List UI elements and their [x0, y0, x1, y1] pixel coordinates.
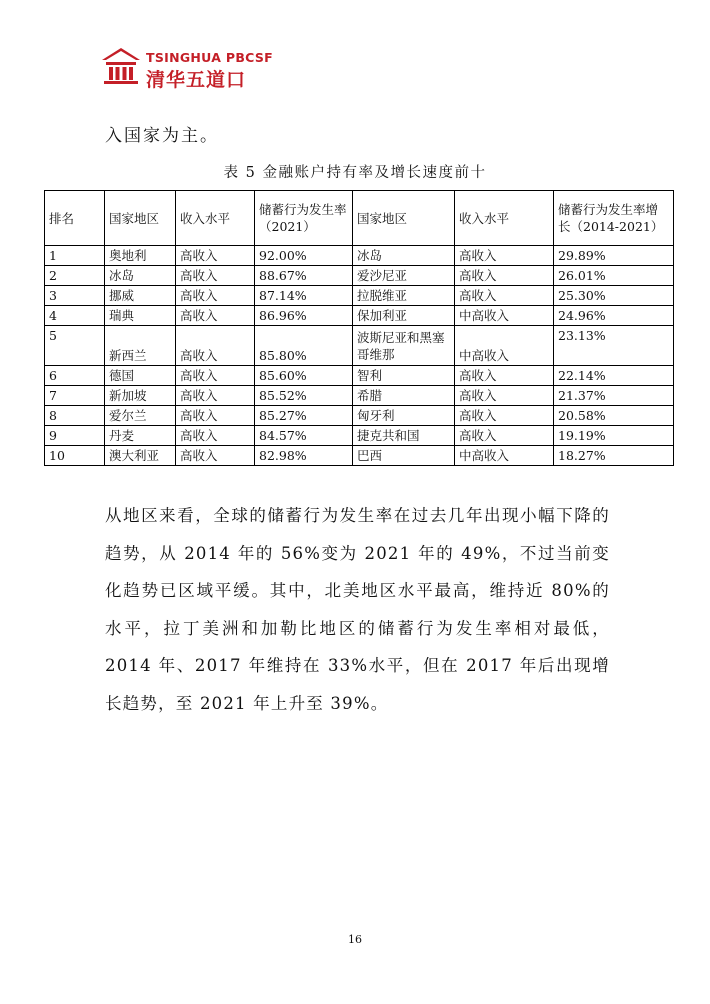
- cell-country-2: 拉脱维亚: [353, 286, 455, 306]
- cell-country: 澳大利亚: [105, 446, 176, 466]
- cell-growth: 21.37%: [554, 386, 674, 406]
- cell-rate: 85.60%: [255, 366, 353, 386]
- cell-rate: 84.57%: [255, 426, 353, 446]
- table-row: [45, 326, 674, 366]
- tsinghua-pbcsf-logo-icon: [100, 46, 142, 86]
- cell-rank: 7: [45, 386, 105, 406]
- cell-income-2: 中高收入: [455, 306, 554, 326]
- table-row: [45, 366, 674, 386]
- cell-income: 高收入: [176, 266, 255, 286]
- table-row: [45, 266, 674, 286]
- cell-growth: 26.01%: [554, 266, 674, 286]
- table-header-row: [45, 191, 674, 246]
- cell-country: 丹麦: [105, 426, 176, 446]
- cell-rank: 4: [45, 306, 105, 326]
- cell-country: 德国: [105, 366, 176, 386]
- cell-income-2: 高收入: [455, 426, 554, 446]
- table-row: [45, 386, 674, 406]
- header-rank: 排名: [45, 191, 105, 246]
- savings-rate-table: [44, 190, 674, 466]
- cell-country-2: 巴西: [353, 446, 455, 466]
- cell-income: 高收入: [176, 246, 255, 266]
- cell-income: 高收入: [176, 306, 255, 326]
- cell-rank: 3: [45, 286, 105, 306]
- cell-income-2: 高收入: [455, 386, 554, 406]
- body-paragraph: 从地区来看，全球的储蓄行为发生率在过去几年出现小幅下降的趋势，从 2014 年的 56%变为 2021 年的 49%，不过当前变化趋势已区域平缓。其中，北美地区水平最高，维持近 80%的水平，拉丁美洲和加勒比地区的储蓄行为发生率相对最低，2014 年、2017 年维持在 33%水平，但在 2017 年后出现增长趋势，至 2021 年上升至 39%。: [105, 506, 610, 713]
- cell-income: 高收入: [176, 286, 255, 306]
- cell-income-2: 中高收入: [455, 446, 554, 466]
- logo-english-text: TSINGHUA PBCSF: [146, 50, 273, 65]
- cell-rate: 86.96%: [255, 306, 353, 326]
- cell-country: 冰岛: [105, 266, 176, 286]
- cell-income-2: 高收入: [455, 286, 554, 306]
- table-row: [45, 246, 674, 266]
- cell-rate: 87.14%: [255, 286, 353, 306]
- cell-country-2: 智利: [353, 366, 455, 386]
- cell-growth: 19.19%: [554, 426, 674, 446]
- cell-country: 新加坡: [105, 386, 176, 406]
- page-header: [100, 46, 320, 90]
- cell-growth: 29.89%: [554, 246, 674, 266]
- cell-rate: 82.98%: [255, 446, 353, 466]
- cell-country-2: 匈牙利: [353, 406, 455, 426]
- cell-country: 挪威: [105, 286, 176, 306]
- cell-country: 瑞典: [105, 306, 176, 326]
- table-row: [45, 286, 674, 306]
- table-row: [45, 446, 674, 466]
- cell-income-2: 高收入: [455, 246, 554, 266]
- cell-income: 高收入: [176, 406, 255, 426]
- cell-country-2: 冰岛: [353, 246, 455, 266]
- cell-income: 高收入: [176, 446, 255, 466]
- cell-country-2: 爱沙尼亚: [353, 266, 455, 286]
- cell-income: 高收入: [176, 326, 255, 366]
- cell-country: 奥地利: [105, 246, 176, 266]
- intro-text: 入国家为主。: [105, 126, 219, 146]
- cell-country-2: 波斯尼亚和黑塞哥维那: [353, 326, 455, 366]
- cell-income: 高收入: [176, 366, 255, 386]
- table-row: [45, 406, 674, 426]
- cell-rank: 2: [45, 266, 105, 286]
- cell-rate: 85.27%: [255, 406, 353, 426]
- cell-country-2: 希腊: [353, 386, 455, 406]
- cell-income-2: 高收入: [455, 266, 554, 286]
- cell-growth: 18.27%: [554, 446, 674, 466]
- header-income: 收入水平: [176, 191, 255, 246]
- header-income-2: 收入水平: [455, 191, 554, 246]
- cell-country-2: 保加利亚: [353, 306, 455, 326]
- cell-growth: 22.14%: [554, 366, 674, 386]
- page-number: 16: [348, 933, 362, 946]
- logo-chinese-text: 清华五道口: [146, 69, 247, 91]
- cell-country: 新西兰: [105, 326, 176, 366]
- cell-income: 高收入: [176, 386, 255, 406]
- cell-income-2: 中高收入: [455, 326, 554, 366]
- cell-rate: 92.00%: [255, 246, 353, 266]
- table-row: [45, 306, 674, 326]
- cell-rate: 85.80%: [255, 326, 353, 366]
- table-caption: 表 5 金融账户持有率及增长速度前十: [223, 165, 487, 181]
- cell-rank: 5: [45, 326, 105, 366]
- table-row: [45, 426, 674, 446]
- cell-income: 高收入: [176, 426, 255, 446]
- header-savings-rate: 储蓄行为发生率（2021）: [255, 191, 353, 246]
- cell-growth: 23.13%: [554, 326, 674, 366]
- cell-rate: 88.67%: [255, 266, 353, 286]
- cell-rank: 10: [45, 446, 105, 466]
- cell-rank: 9: [45, 426, 105, 446]
- cell-growth: 20.58%: [554, 406, 674, 426]
- cell-country-2: 捷克共和国: [353, 426, 455, 446]
- cell-country: 爱尔兰: [105, 406, 176, 426]
- header-savings-growth: 储蓄行为发生率增长（2014-2021）: [554, 191, 674, 246]
- cell-rank: 1: [45, 246, 105, 266]
- cell-growth: 24.96%: [554, 306, 674, 326]
- header-country: 国家地区: [105, 191, 176, 246]
- cell-rank: 8: [45, 406, 105, 426]
- cell-rate: 85.52%: [255, 386, 353, 406]
- cell-income-2: 高收入: [455, 406, 554, 426]
- header-country-2: 国家地区: [353, 191, 455, 246]
- cell-income-2: 高收入: [455, 366, 554, 386]
- cell-rank: 6: [45, 366, 105, 386]
- cell-growth: 25.30%: [554, 286, 674, 306]
